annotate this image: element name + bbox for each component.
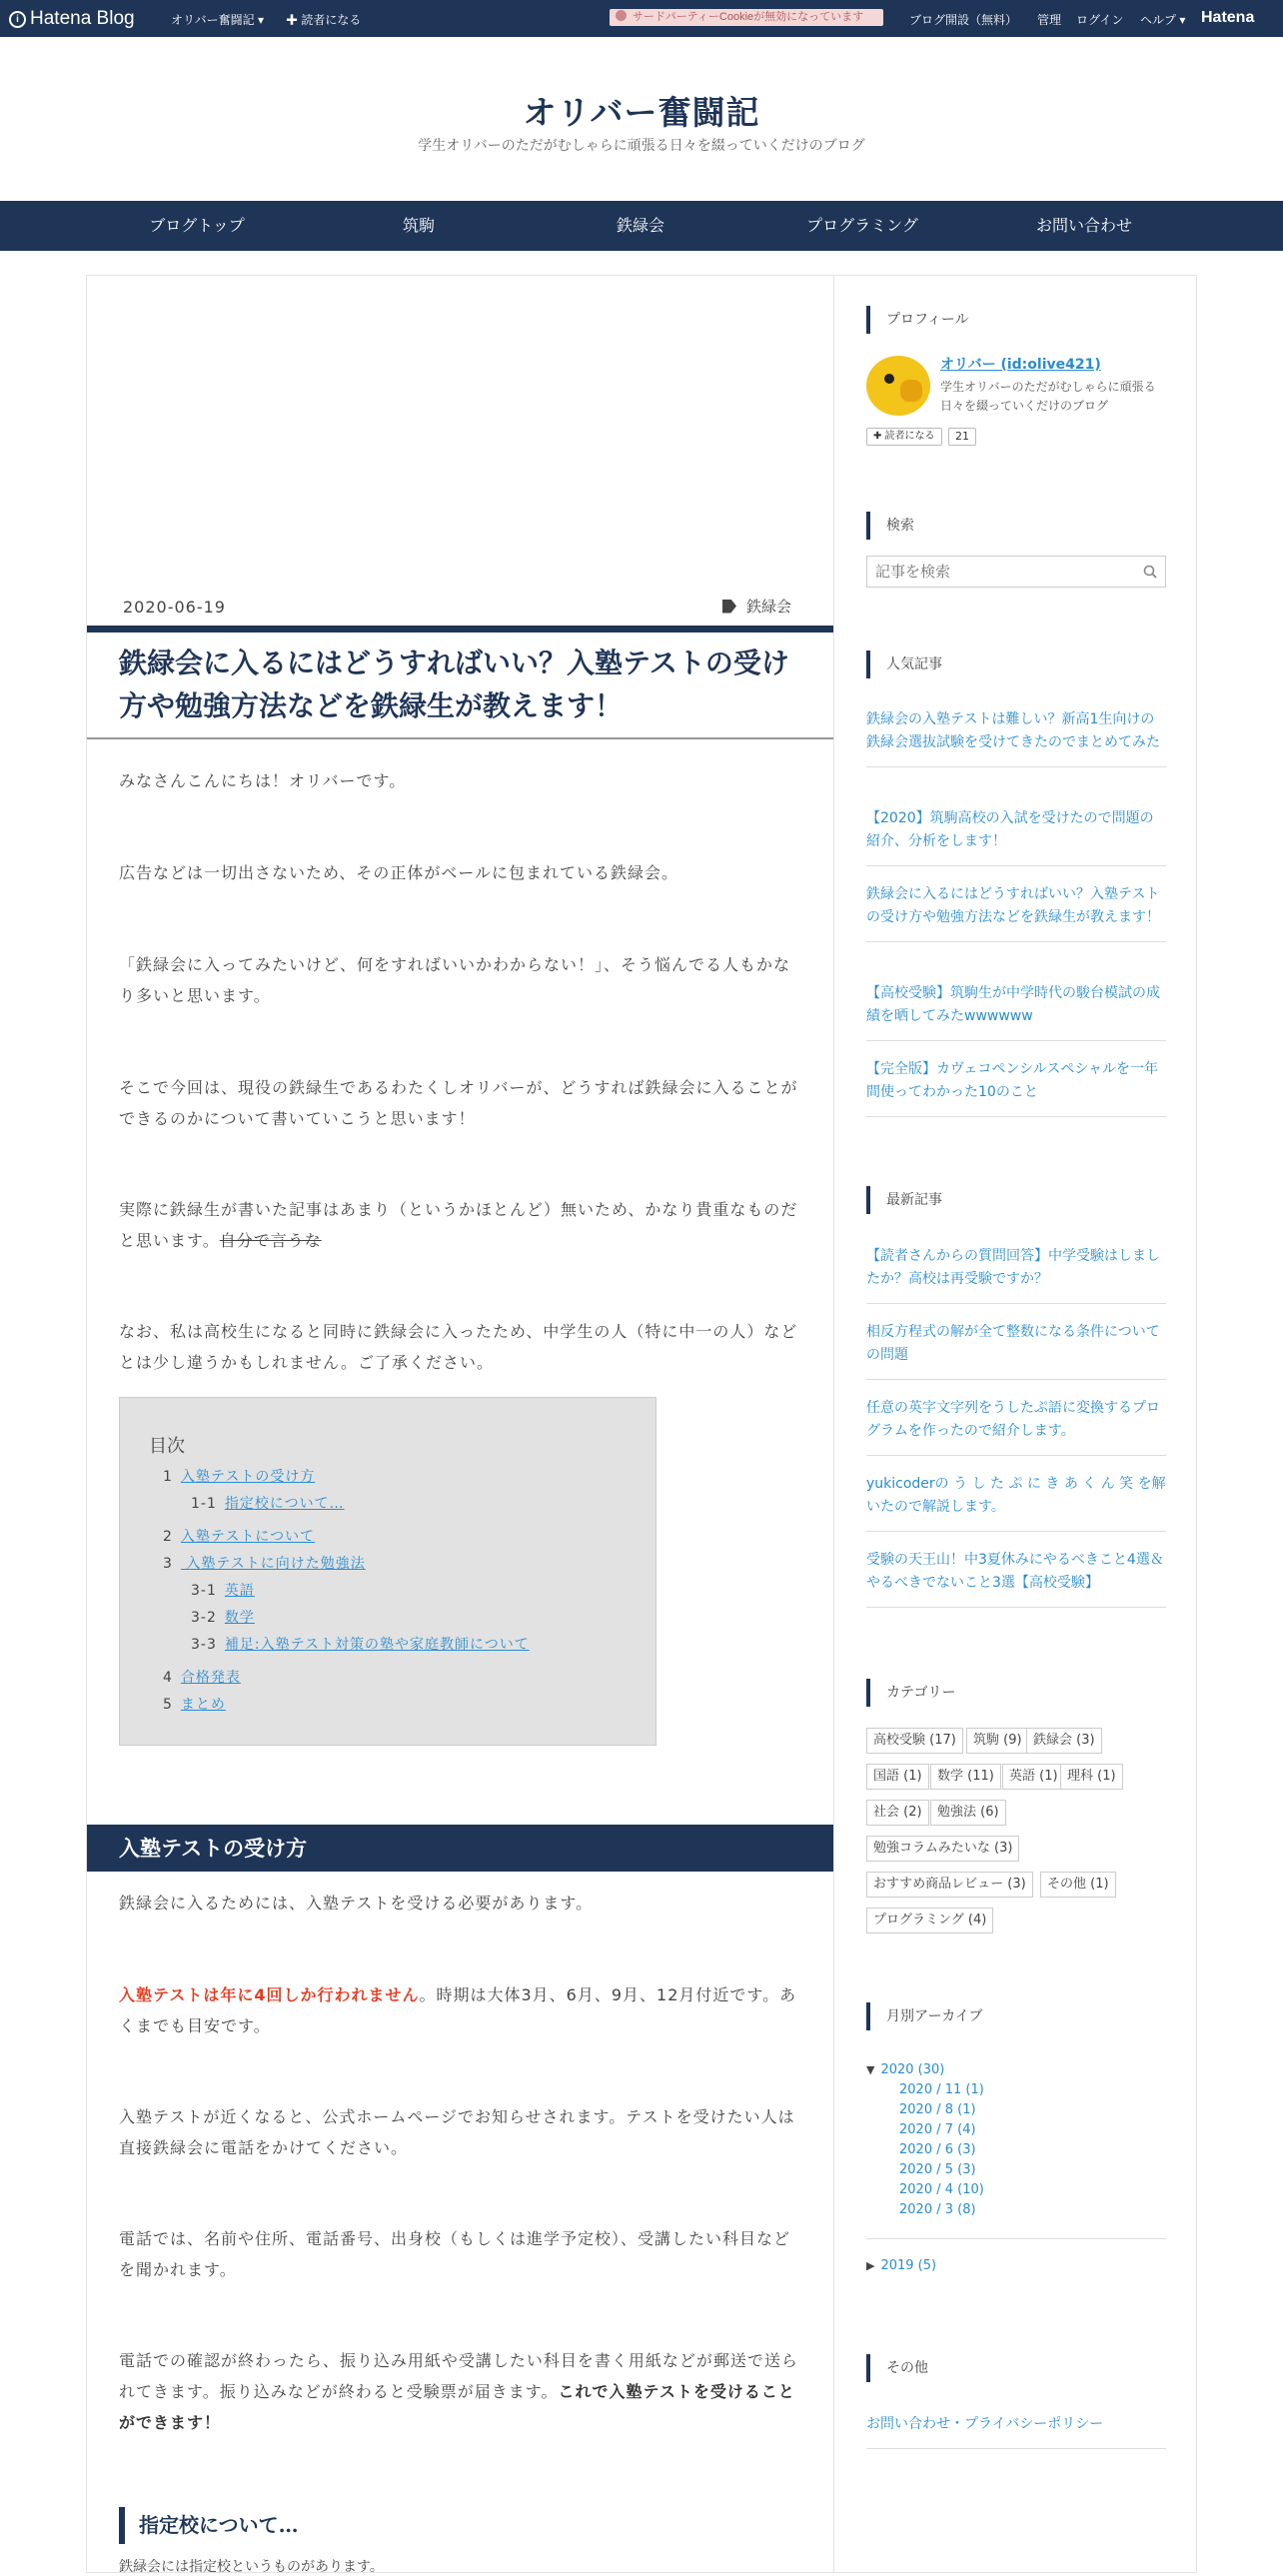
recent-article-link[interactable]: 任意の英字文字列をうしたぷ語に変換するプログラムを作ったので紹介します。 <box>866 1397 1166 1456</box>
search-box <box>866 556 1166 588</box>
entry-paragraph: みなさんこんにちは！オリバーです。 <box>119 771 407 790</box>
admin-link[interactable]: 管理 <box>1037 13 1062 27</box>
search-input[interactable] <box>867 557 1117 587</box>
nav-tetsuryokukai[interactable]: 鉄緑会 <box>616 216 664 235</box>
toc-link[interactable]: 英語 <box>224 1583 255 1599</box>
entry-paragraph: 「鉄緑会に入ってみたいけど、何をすればいいかわからない！」、そう悩んでる人もかなり多いと思います。 <box>119 955 791 1005</box>
info-icon <box>616 10 627 21</box>
archive-month-link[interactable]: 2020 / 11 (1) <box>899 2082 984 2097</box>
profile-description: 学生オリバーのただがむしゃらに頑張る日々を綴っていくだけのブログ <box>940 380 1156 414</box>
toc-item: 2 入塾テストについて <box>163 1529 316 1545</box>
category-chip[interactable]: 筑駒 (9) <box>966 1728 1029 1754</box>
entry-category[interactable] <box>722 596 791 617</box>
content-wrapper <box>86 275 1197 2573</box>
nav-tsukukoma[interactable]: 筑駒 <box>402 216 435 235</box>
popular-heading: 人気記事 <box>866 650 1166 678</box>
entry-paragraph: 鉄緑会に入るためには、入塾テストを受ける必要があります。 <box>119 1894 594 1913</box>
popular-article-link[interactable]: 鉄緑会に入るにはどうすればいい？入塾テストの受け方や勉強方法などを鉄緑生が教えます！ <box>866 883 1166 942</box>
toc-title: 目次 <box>149 1436 185 1457</box>
cookie-notice-text: サードパーティーCookieが無効になっています <box>633 11 864 23</box>
category-chip[interactable]: 高校受験 (17) <box>866 1728 963 1754</box>
subscribe-button[interactable]: ✚ 読者になる <box>866 428 942 446</box>
category-chip[interactable]: 数学 (11) <box>930 1764 1001 1790</box>
entry-paragraph: 電話では、名前や住所、電話番号、出身校（もしくは進学予定校）、受講したい科目などを聞かれます。 <box>119 2229 791 2279</box>
login-link[interactable]: ログイン <box>1076 13 1124 27</box>
archive-month-link[interactable]: 2020 / 4 (10) <box>899 2182 984 2197</box>
entry-paragraph: そこで今回は、現役の鉄緑生であるわたくしオリバーが、どうすれば鉄緑会に入ることができるのかについて書いていこうと思います！ <box>119 1078 798 1128</box>
category-heading: カテゴリー <box>866 1679 1166 1707</box>
category-chip[interactable]: おすすめ商品レビュー (3) <box>866 1872 1033 1898</box>
archive-heading: 月別アーカイブ <box>866 2002 1166 2030</box>
main-article <box>87 276 833 2575</box>
toc-link[interactable]: 数学 <box>224 1610 255 1626</box>
toc-link[interactable]: まとめ <box>180 1697 226 1713</box>
toc-item: 1 入塾テストの受け方 <box>163 1469 316 1485</box>
blog-header <box>0 37 1283 201</box>
toc-item: 3-2 数学 <box>191 1610 255 1626</box>
help-menu[interactable]: ヘルプ ▾ <box>1140 13 1186 27</box>
archive-month-link[interactable]: 2020 / 8 (1) <box>899 2102 976 2117</box>
recent-article-link[interactable]: 相反方程式の解が全て整数になる条件についての問題 <box>866 1321 1166 1380</box>
category-chip[interactable]: 社会 (2) <box>866 1800 929 1826</box>
triangle-right-icon: ▶ <box>866 2259 875 2272</box>
archive-year-label: 2019 (5) <box>880 2258 937 2273</box>
toc-item: 3 入塾テストに向けた勉強法 <box>163 1556 366 1572</box>
category-chip[interactable]: 理科 (1) <box>1060 1764 1123 1790</box>
search-heading: 検索 <box>866 512 1166 540</box>
profile-avatar[interactable] <box>866 356 930 416</box>
toc-item: 3-3 補足:入塾テスト対策の塾や家庭教師について <box>191 1637 530 1653</box>
recent-article-link[interactable]: yukicoderの う し た ぷ に き あ く ん 笑 を解いたので解説します。 <box>866 1473 1166 1532</box>
recent-heading: 最新記事 <box>866 1186 1166 1214</box>
search-icon[interactable] <box>1143 565 1157 579</box>
title-divider <box>87 737 833 739</box>
entry-paragraph: なお、私は高校生になると同時に鉄緑会に入ったため、中学生の人（特に中一の人）などとは少し違うかもしれません。ご了承ください。 <box>119 1322 798 1372</box>
section-heading: 入塾テストの受け方 <box>87 1825 833 1872</box>
tag-icon <box>722 600 736 614</box>
toc-link[interactable]: 入塾テストについて <box>180 1529 316 1545</box>
archive-month-link[interactable]: 2020 / 5 (3) <box>899 2162 976 2177</box>
title-top-bar <box>87 626 833 633</box>
entry-paragraph-text: 。時期は大体3月、6月、9月、12月付近です。あくまでも目安です。 <box>119 1985 797 2035</box>
entry-paragraph-text: 実際に鉄緑生が書いた記事はあまり（というかほとんど）無いため、かなり貴重なものだと思います。 <box>119 1200 798 1250</box>
blog-title[interactable]: オリバー奮闘記 <box>523 93 760 132</box>
nav-contact[interactable]: お問い合わせ <box>1035 216 1132 235</box>
entry-category-label: 鉄緑会 <box>746 598 792 616</box>
hatena-top-bar <box>0 0 1283 37</box>
category-chip[interactable]: 勉強法 (6) <box>930 1800 1006 1826</box>
toc-item: 1-1 指定校について… <box>191 1496 345 1512</box>
nav-blog-top[interactable]: ブログトップ <box>149 216 245 235</box>
recent-article-link[interactable]: 受験の天王山！中3夏休みにやるべきこと4選＆やるべきでないこと3選【高校受験】 <box>866 1549 1166 1608</box>
archive-year-2019[interactable] <box>866 2258 936 2273</box>
archive-month-link[interactable]: 2020 / 3 (8) <box>899 2202 976 2217</box>
hatena-logo-icon: i <box>9 11 26 28</box>
category-chip[interactable]: 英語 (1) <box>1002 1764 1065 1790</box>
toc-link[interactable]: 合格発表 <box>180 1670 241 1686</box>
strikethrough-text: 自分で言うな <box>219 1231 322 1250</box>
cookie-notice[interactable] <box>610 9 883 26</box>
popular-article-link[interactable]: 【完全版】カヴェコペンシルスペシャルを一年間使ってわかった10のこと <box>866 1058 1166 1117</box>
subscribe-link[interactable]: ✚ 読者になる <box>286 13 362 27</box>
category-chip[interactable]: 鉄緑会 (3) <box>1026 1728 1102 1754</box>
archive-month-link[interactable]: 2020 / 6 (3) <box>899 2142 976 2157</box>
popular-article-link[interactable]: 鉄緑会の入塾テストは難しい？新高1生向けの鉄緑会選抜試験を受けてきたのでまとめてみた <box>866 708 1166 767</box>
table-of-contents <box>119 1397 656 1746</box>
entry-paragraph-text: 電話での確認が終わったら、振り込み用紙や受講したい科目を書く用紙などが郵送で送られてきます。振り込みなどが終わると受験票が届きます。 <box>119 2351 798 2401</box>
triangle-down-icon: ▼ <box>866 2063 875 2076</box>
blog-menu-dropdown[interactable]: オリバー奮闘記 ▾ <box>171 13 264 27</box>
profile-heading: プロフィール <box>866 306 1166 334</box>
subsection-heading: 指定校について… <box>119 2507 798 2544</box>
entry-date[interactable]: 2020-06-19 <box>123 598 226 617</box>
archive-year-label: 2020 (30) <box>880 2062 945 2077</box>
category-chip[interactable]: プログラミング (4) <box>866 1908 993 1933</box>
entry-paragraph <box>119 1194 798 1256</box>
toc-item: 5 まとめ <box>163 1697 226 1713</box>
category-chip[interactable]: 勉強コラムみたいな (3) <box>866 1836 1019 1862</box>
entry-paragraph: 鉄緑会には指定校というものがあります。 <box>119 2559 384 2575</box>
archive-month-link[interactable]: 2020 / 7 (4) <box>899 2122 976 2137</box>
other-heading: その他 <box>866 2354 1166 2382</box>
recent-article-link[interactable]: 【読者さんからの質問回答】中学受験はしましたか？高校は再受験ですか？ <box>866 1245 1166 1304</box>
archive-year-2020[interactable] <box>866 2062 944 2077</box>
profile-name-link[interactable]: オリバー (id:olive421) <box>940 357 1101 373</box>
bold-text: これで入塾テストを受けることができます！ <box>119 2382 795 2432</box>
blog-description: 学生オリバーのただがむしゃらに頑張る日々を綴っていくだけのブログ <box>418 138 865 154</box>
popular-article-link[interactable]: 【高校受験】筑駒生が中学時代の駿台模試の成績を晒してみたwwwwww <box>866 982 1166 1041</box>
toc-link[interactable]: 入塾テストに向けた勉強法 <box>180 1556 366 1572</box>
toc-link[interactable]: 指定校について… <box>224 1496 345 1512</box>
start-blog-link[interactable]: ブログ開設（無料） <box>909 13 1018 27</box>
toc-item: 4 合格発表 <box>163 1670 241 1686</box>
contact-privacy-link[interactable]: お問い合わせ・プライバシーポリシー <box>866 2413 1166 2449</box>
toc-link[interactable]: 補足:入塾テスト対策の塾や家庭教師について <box>224 1637 530 1653</box>
popular-article-link[interactable]: 【2020】筑駒高校の入試を受けたので問題の紹介、分析をします！ <box>866 807 1166 866</box>
sidebar <box>833 276 1196 2572</box>
entry-paragraph <box>119 1979 798 2041</box>
toc-item: 3-1 英語 <box>191 1583 255 1599</box>
entry-paragraph: 入塾テストが近くなると、公式ホームページでお知らせされます。テストを受けたい人は直接鉄緑会に電話をかけてください。 <box>119 2107 795 2157</box>
hatena-logo[interactable]: Hatena <box>1201 9 1255 26</box>
highlight-text: 入塾テストは年に4回しか行われません <box>119 1985 420 2004</box>
nav-programming[interactable]: プログラミング <box>806 216 918 235</box>
entry-paragraph: 広告などは一切出さないため、その正体がベールに包まれている鉄緑会。 <box>119 863 679 882</box>
hatena-blog-logo-text: Hatena Blog <box>30 8 135 29</box>
subscriber-count[interactable]: 21 <box>948 428 976 446</box>
category-chip[interactable]: 国語 (1) <box>866 1764 929 1790</box>
entry-paragraph <box>119 2345 798 2438</box>
toc-link[interactable]: 入塾テストの受け方 <box>180 1469 316 1485</box>
category-chip[interactable]: その他 (1) <box>1040 1872 1116 1898</box>
hatena-blog-logo[interactable] <box>9 8 135 30</box>
entry-title[interactable]: 鉄緑会に入るにはどうすればいい？入塾テストの受け方や勉強方法などを鉄緑生が教えます！ <box>119 646 789 723</box>
global-nav <box>0 201 1283 251</box>
archive-divider <box>866 2238 1166 2239</box>
